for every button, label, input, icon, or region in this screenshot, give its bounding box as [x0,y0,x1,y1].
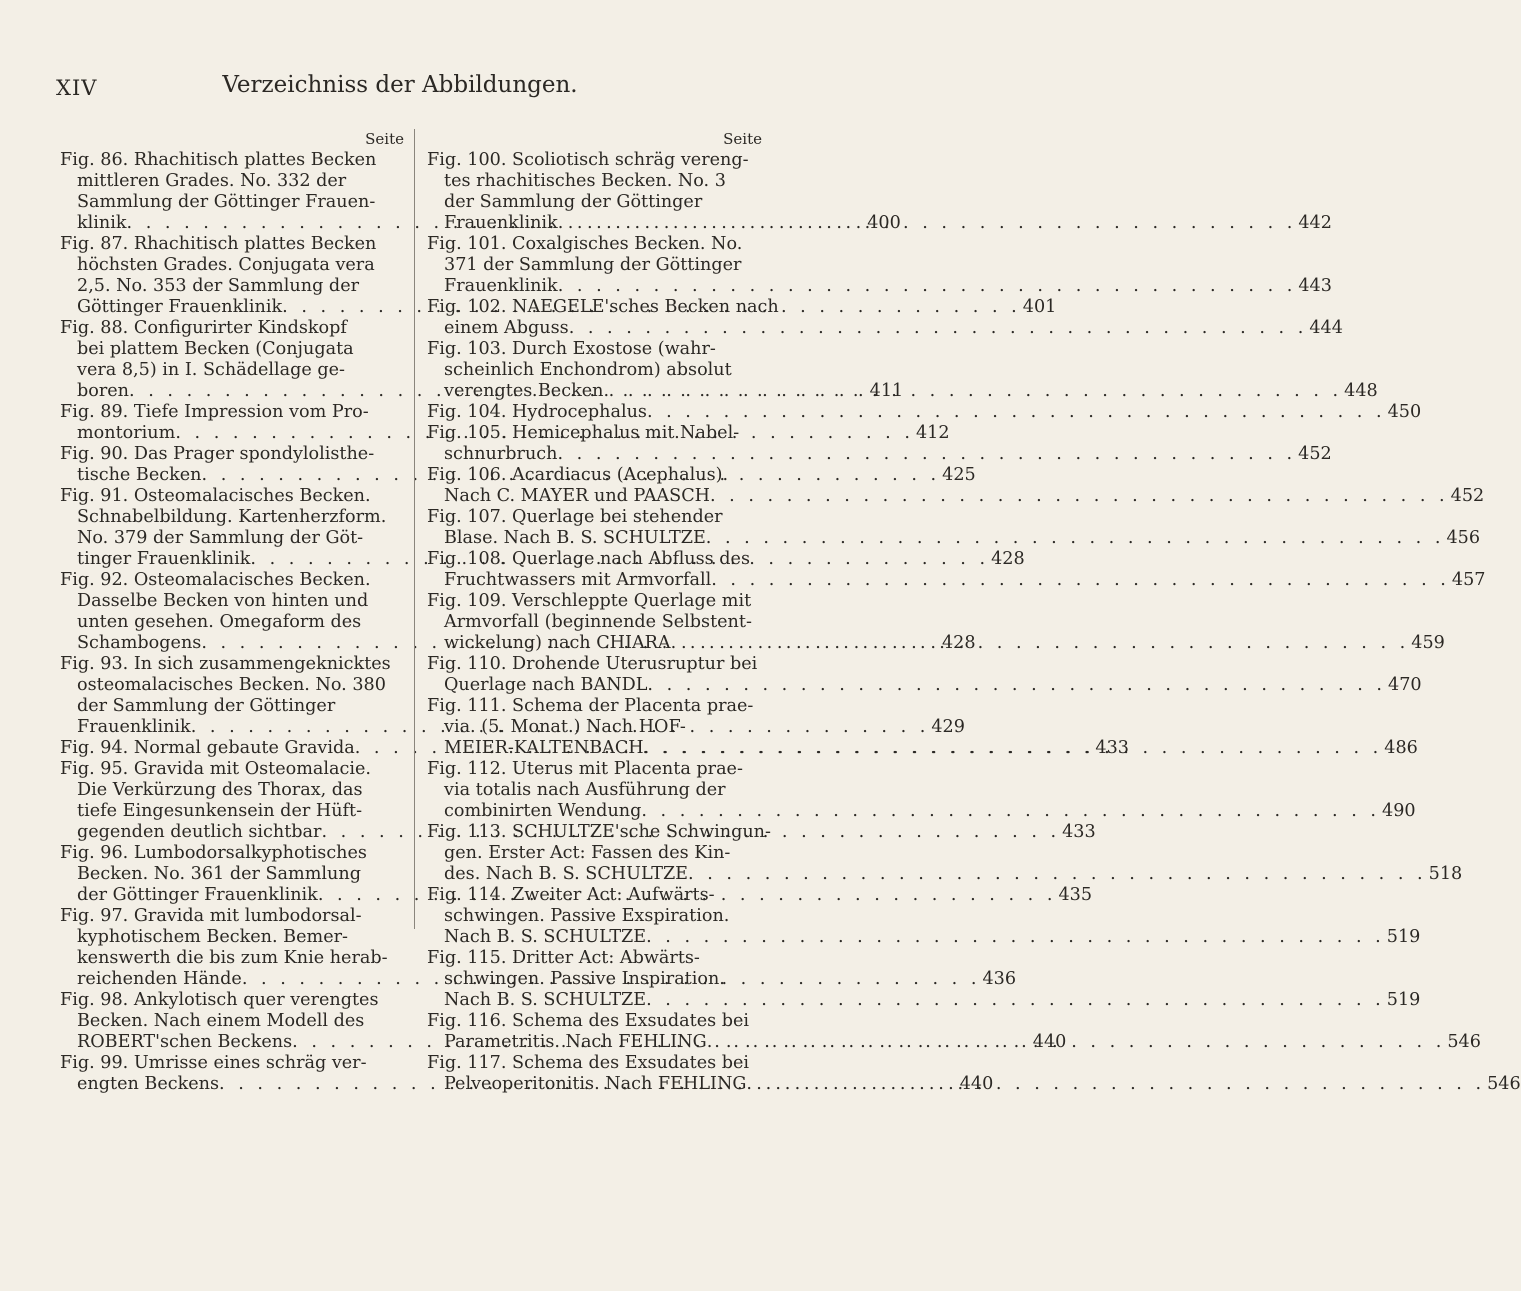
entry-line [427,150,763,171]
entry-text: gegenden deutlich sichtbar [77,822,322,842]
entry-text: der Göttinger Frauenklinik [77,885,318,905]
page-reference: 444 [1309,318,1343,338]
entry-line [427,780,763,801]
entry-text: mittleren Grades. No. 332 der [77,171,347,191]
running-title: Verzeichniss der Abbildungen. [222,72,578,98]
entry-text: Fig. 92. Osteomalacisches Becken. [60,570,371,590]
entry-text: Nach C. MAYER und PAASCH [444,486,710,506]
entry-line [60,780,405,801]
dot-leader [646,990,1385,1011]
entry-line [427,885,763,906]
seite-label: Seite [365,130,404,148]
entry-line [427,570,1486,591]
figure-entry [427,234,1332,297]
page-reference: 546 [1487,1074,1521,1094]
entry-text: höchsten Grades. Conjugata vera [77,255,375,275]
entry-line [60,402,405,423]
entry-line [427,339,763,360]
entry-line [427,234,763,255]
entry-text: tiefe Eingesunkensein der Hüft- [77,801,363,821]
entry-line [427,255,763,276]
entry-text: Querlage nach BANDL [444,675,648,695]
dot-leader [644,738,1383,759]
entry-line [427,948,763,969]
entry-line [60,654,405,675]
entry-text: Frauenklinik [444,213,558,233]
page-reference: 433 [1095,738,1129,758]
entry-text: reichenden Hände [77,969,242,989]
entry-text: gen. Erster Act: Fassen des Kin- [444,843,731,863]
entry-text: Fig. 108. Querlage nach Abfluss des [427,549,750,569]
dot-leader [558,276,1297,297]
entry-line [60,801,405,822]
entry-text: No. 379 der Sammlung der Göt- [77,528,364,548]
page-reference: 546 [1447,1032,1481,1052]
entry-text: kyphotischem Becken. Bemer- [77,927,348,947]
entry-line [60,990,405,1011]
entry-line [60,276,405,297]
entry-line [427,192,763,213]
entry-text: schwingen. Passive Inspiration. [444,969,725,989]
entry-text: Schambogens [77,633,202,653]
page-reference: 429 [931,717,965,737]
entry-line [60,948,405,969]
entry-line [60,864,405,885]
figure-entry [427,507,1481,549]
page-number: XIV [56,76,98,100]
dot-leader [647,402,1386,423]
entry-text: Parametritis. Nach FEHLING [444,1032,707,1052]
page-reference: 452 [1298,444,1332,464]
page-reference: 412 [915,423,950,443]
page-reference: 456 [1446,528,1481,548]
entry-line [427,990,1421,1011]
entry-text: Fig. 104. Hydrocephalus [427,402,647,422]
entry-text: Fig. 109. Verschleppte Querlage mit [427,591,752,611]
dot-leader [603,381,1342,402]
entry-line [427,465,763,486]
dot-leader [746,1074,1485,1095]
entry-line [427,906,763,927]
dot-leader [647,675,1386,696]
entry-text: ROBERT'schen Beckens [77,1032,293,1052]
entry-text: Fig. 97. Gravida mit lumbodorsal- [60,906,362,926]
page-reference: 435 [1058,885,1093,905]
entry-text: der Sammlung der Göttinger [444,192,703,212]
entry-line [427,864,1463,885]
dot-leader [569,318,1308,339]
entry-text: Fig. 91. Osteomalacisches Becken. [60,486,371,506]
entry-line [427,969,763,990]
entry-line [60,528,405,549]
entry-line [60,927,405,948]
entry-text: Fig. 112. Uterus mit Placenta prae- [427,759,743,779]
entry-text: vera 8,5) in I. Schädellage ge- [77,360,345,380]
entry-text: Becken. Nach einem Modell des [77,1011,365,1031]
column-divider [414,129,415,929]
page-reference: 425 [942,465,976,485]
page-reference: 519 [1386,990,1421,1010]
entry-line [60,339,405,360]
page-reference: 518 [1428,864,1463,884]
entry-line [427,801,1416,822]
page-reference: 443 [1298,276,1332,296]
dot-leader [707,1032,1446,1053]
entry-line [60,192,405,213]
entry-text: klinik [77,213,127,233]
entry-text: osteomalacisches Becken. No. 380 [77,675,386,695]
entry-line [427,297,779,318]
entry-text: Fig. 88. Configurirter Kindskopf [60,318,347,338]
entry-text: Fig. 96. Lumbodorsalkyphotisches [60,843,367,863]
entry-text: Die Verkürzung des Thorax, das [77,780,363,800]
entry-text: engten Beckens [77,1074,220,1094]
entry-line [427,591,763,612]
figure-entry [427,402,1422,423]
entry-text: boren [77,381,130,401]
entry-text: wickelung) nach CHIARA [444,633,671,653]
entry-line [427,549,763,570]
page-reference: 401 [1022,297,1057,317]
entry-text: Fig. 87. Rhachitisch plattes Becken [60,234,377,254]
entry-line [427,696,763,717]
entry-text: Fig. 89. Tiefe Impression vom Pro- [60,402,369,422]
entry-line [60,234,405,255]
entry-line [60,1011,405,1032]
entry-text: Nach B. S. SCHULTZE [444,990,647,1010]
dot-leader [641,801,1380,822]
entry-line [427,654,763,675]
entry-text: tinger Frauenklinik [77,549,251,569]
entry-line [427,612,763,633]
dot-leader [710,486,1449,507]
dot-leader [706,528,1445,549]
entry-line [427,171,763,192]
dot-leader [671,633,1410,654]
entry-text: Fig. 102. NAEGELE'sches Becken nach [427,297,779,317]
entry-line [427,444,1332,465]
entry-text: Fig. 107. Querlage bei stehender [427,507,723,527]
entry-text: Fig. 115. Dritter Act: Abwärts- [427,948,700,968]
entry-text: combinirten Wendung [444,801,642,821]
entry-text: Fig. 99. Umrisse eines schräg ver- [60,1053,367,1073]
entry-text: schwingen. Passive Exspiration. [444,906,730,926]
page-reference: 442 [1298,213,1332,233]
entry-text: Fig. 86. Rhachitisch plattes Becken [60,150,377,170]
dot-leader [558,213,1297,234]
entry-text: Dasselbe Becken von hinten und [77,591,369,611]
page-reference: 411 [869,381,904,401]
dot-leader [711,570,1450,591]
page-reference: 452 [1450,486,1485,506]
entry-text: Fig. 103. Durch Exostose (wahr- [427,339,716,359]
page-reference: 433 [1062,822,1096,842]
entry-text: Blase. Nach B. S. SCHULTZE [444,528,706,548]
entry-line [427,423,763,444]
entry-text: tes rhachitisches Becken. No. 3 [444,171,726,191]
entry-line [60,171,405,192]
entry-line [427,318,1343,339]
page-reference: 440 [959,1074,994,1094]
entry-text: Frauenklinik [77,717,191,737]
entry-text: Fig. 117. Schema des Exsudates bei [427,1053,750,1073]
entry-text: der Sammlung der Göttinger [77,696,336,716]
entry-text: 371 der Sammlung der Göttinger [444,255,742,275]
entry-line [60,675,405,696]
page-reference: 470 [1388,675,1422,695]
page-header [0,72,800,106]
entry-text: via totalis nach Ausführung der [444,780,726,800]
entry-text: tische Becken [77,465,202,485]
entry-line [60,444,405,465]
page-reference: 440 [1032,1032,1067,1052]
entry-text: kenswerth die bis zum Knie herab- [77,948,388,968]
entry-line [427,843,763,864]
entry-line [427,402,1422,423]
entry-text: Fig. 110. Drohende Uterusruptur bei [427,654,758,674]
page-reference: 459 [1411,633,1445,653]
entry-line [60,591,405,612]
dot-leader [688,864,1427,885]
entry-line [427,360,763,381]
entry-line [427,675,1422,696]
entry-line [427,717,763,738]
entry-text: scheinlich Enchondrom) absolut [444,360,732,380]
page-reference: 400 [867,213,901,233]
entry-text: Fig. 116. Schema des Exsudates bei [427,1011,750,1031]
entry-line [427,276,1332,297]
entry-text: schnurbruch [444,444,558,464]
entry-text: Pelveoperitonitis. Nach FEHLING [444,1074,747,1094]
entry-text: bei plattem Becken (Conjugata [77,339,354,359]
page-reference: 490 [1382,801,1416,821]
entry-line [60,570,405,591]
entry-line [60,612,405,633]
entry-text: Fig. 94. Normal gebaute Gravida [60,738,355,758]
page-reference: 428 [991,549,1025,569]
figure-entry [427,654,1422,696]
entry-text: Göttinger Frauenklinik [77,297,283,317]
entry-line [60,360,405,381]
seite-label: Seite [723,130,762,148]
entry-line [60,906,405,927]
page-reference: 486 [1384,738,1418,758]
entry-line [60,843,405,864]
entry-text: Armvorfall (beginnende Selbstent- [444,612,752,632]
page-reference: 519 [1386,927,1421,947]
entry-line [60,1053,405,1074]
entry-line [427,528,1481,549]
entry-text: via. (5. Monat.) Nach HOF- [444,717,686,737]
entry-text: einem Abguss [444,318,569,338]
entry-text: montorium [77,423,176,443]
entry-text: Fig. 93. In sich zusammengeknicktes [60,654,391,674]
entry-line [60,507,405,528]
entry-text: Schnabelbildung. Kartenherzform. [77,507,387,527]
entry-text: Becken. No. 361 der Sammlung [77,864,361,884]
entry-line [60,150,405,171]
entry-text: Fig. 90. Das Prager spondylolisthe- [60,444,375,464]
entry-text: Fig. 100. Scoliotisch schräg vereng- [427,150,749,170]
entry-text: Nach B. S. SCHULTZE [444,927,647,947]
entry-text: Sammlung der Göttinger Frauen- [77,192,376,212]
entry-line [427,759,763,780]
entry-line [427,507,763,528]
dot-leader [646,927,1385,948]
entry-line [427,1011,763,1032]
entry-line [427,486,1485,507]
page-reference: 428 [941,633,976,653]
entry-text: Fig. 113. SCHULTZE'sche Schwingun- [427,822,771,842]
entry-line [427,822,771,843]
page-reference: 457 [1451,570,1486,590]
entry-text: Fig. 101. Coxalgisches Becken. No. [427,234,743,254]
entry-text: Fruchtwassers mit Armvorfall [444,570,712,590]
entry-line [60,255,405,276]
entry-text: verengtes Becken [444,381,604,401]
figure-entry [427,759,1416,822]
page-reference: 448 [1344,381,1378,401]
entry-text: Fig. 98. Ankylotisch quer verengtes [60,990,379,1010]
entry-line [60,759,405,780]
entry-text: Fig. 106. Acardiacus (Acephalus). [427,465,729,485]
entry-line [427,1053,763,1074]
page-reference: 436 [982,969,1017,989]
entry-text: Fig. 111. Schema der Placenta prae- [427,696,754,716]
page-reference: 450 [1387,402,1422,422]
dot-leader [557,444,1296,465]
entry-line [60,318,405,339]
entry-line [60,696,405,717]
entry-text: des. Nach B. S. SCHULTZE [444,864,689,884]
entry-line [427,927,1421,948]
entry-text: Frauenklinik [444,276,558,296]
entry-text: unten gesehen. Omegaform des [77,612,362,632]
entry-text: 2,5. No. 353 der Sammlung der [77,276,360,296]
entry-text: Fig. 105. Hemicephalus mit Nabel- [427,423,740,443]
entry-text: Fig. 114. Zweiter Act: Aufwärts- [427,885,715,905]
entry-line [60,486,405,507]
entry-text: MEIER-KALTENBACH [444,738,644,758]
entry-text: Fig. 95. Gravida mit Osteomalacie. [60,759,371,779]
